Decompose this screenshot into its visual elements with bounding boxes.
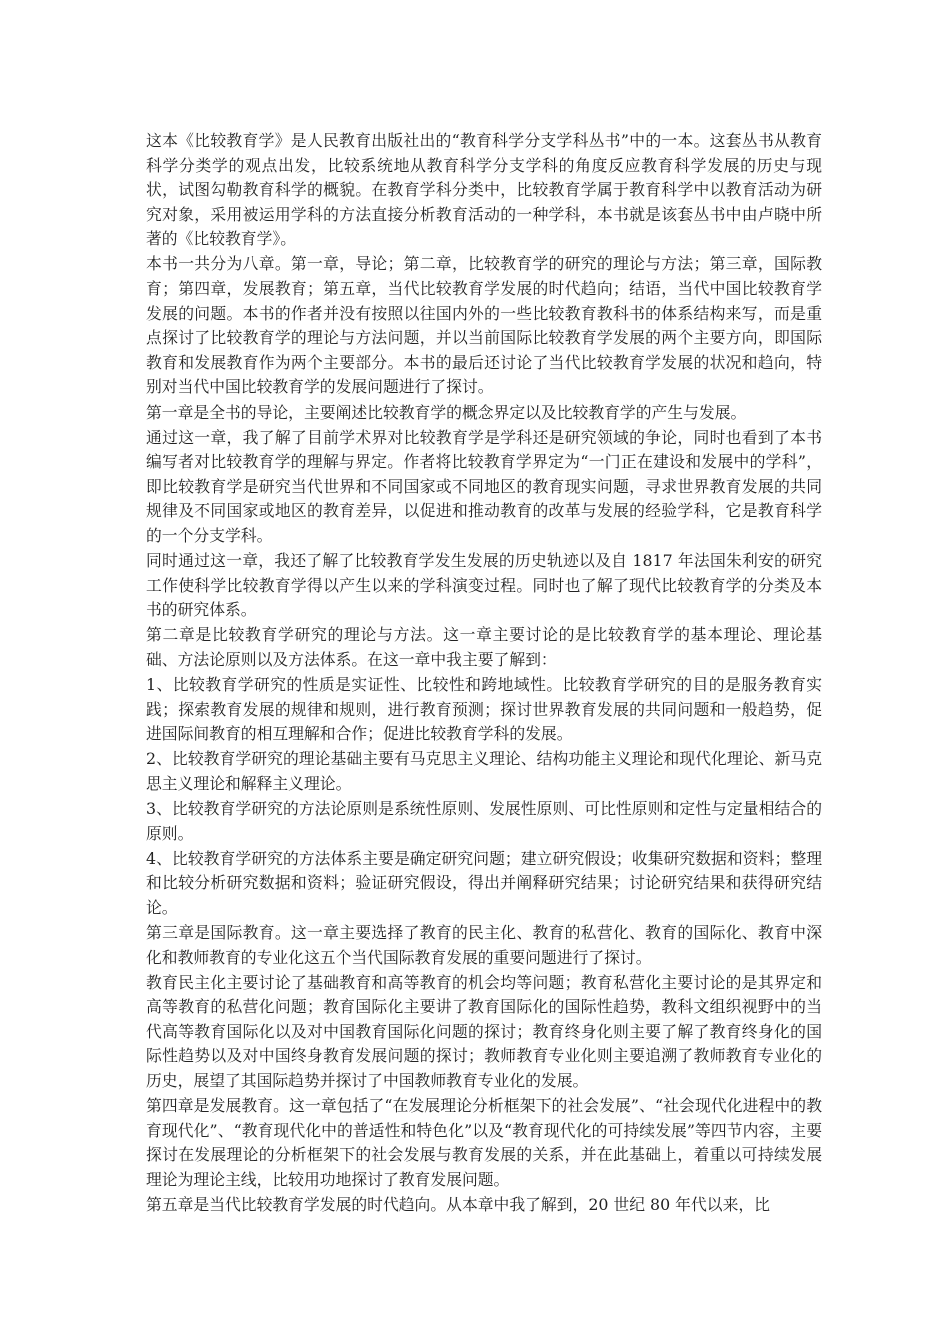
paragraph-chapter2-point4: 4、比较教育学研究的方法体系主要是确定研究问题；建立研究假设；收集研究数据和资料；整理和比较分析研究数据和资料；验证研究假设，得出并阐释研究结果；讨论研究结果和获得研究结论。 bbox=[146, 848, 822, 917]
paragraph-chapter3-summary: 第三章是国际教育。这一章主要选择了教育的民主化、教育的私营化、教育的国际化、教育中深化和教师教育的专业化这五个当代国际教育发展的重要问题进行了探讨。 bbox=[146, 923, 822, 967]
paragraph-chapter2-point3: 3、比较教育学研究的方法论原则是系统性原则、发展性原则、可比性原则和定性与定量相结合的原则。 bbox=[146, 799, 822, 843]
paragraph-chapter2-point1: 1、比较教育学研究的性质是实证性、比较性和跨地域性。比较教育学研究的目的是服务教育实践；探索教育发展的规律和规则，进行教育预测；探讨世界教育发展的共同问题和一般趋势，促进国际间教育的相互理解和合作；促进比较教育学科的发展。 bbox=[146, 675, 822, 744]
paragraph-intro: 这本《比较教育学》是人民教育出版社出的“教育科学分支学科丛书”中的一本。这套丛书从教育科学分类学的观点出发，比较系统地从教育科学分支学科的角度反应教育科学发展的历史与现状，试图勾勒教育科学的概貌。在教育学科分类中，比较教育学属于教育科学中以教育活动为研究对象，采用被运用学科的方法直接分析教育活动的一种学科，本书就是该套丛书中由卢晓中所著的《比较教育学》。 bbox=[146, 131, 822, 249]
paragraph-chapter2-point2: 2、比较教育学研究的理论基础主要有马克思主义理论、结构功能主义理论和现代化理论、新马克思主义理论和解释主义理论。 bbox=[146, 749, 822, 793]
paragraph-chapter1-definition: 通过这一章，我了解了目前学术界对比较教育学是学科还是研究领域的争论，同时也看到了本书编写者对比较教育学的理解与界定。作者将比较教育学界定为“一门正在建设和发展中的学科”，即比较教育学是研究当代世界和不同国家或不同地区的教育现实问题，寻求世界教育发展的共同规律及不同国家或地区的教育差异，以促进和推动教育的改革与发展的经验学科，它是教育科学的一个分支学科。 bbox=[146, 427, 822, 545]
paragraph-chapter5-summary: 第五章是当代比较教育学发展的时代趋向。从本章中我了解到，20 世纪 80 年代以来，比 bbox=[146, 1195, 770, 1215]
paragraph-chapter4-summary: 第四章是发展教育。这一章包括了“在发展理论分析框架下的社会发展”、“社会现代化进程中的教育现代化”、“教育现代化中的普适性和特色化”以及“教育现代化的可持续发展”等四节内容，主要探讨在发展理论的分析框架下的社会发展与教育发展的关系，并在此基础上，着重以可持续发展理论为理论主线，比较用功地探讨了教育发展问题。 bbox=[146, 1096, 822, 1189]
paragraph-chapter3-detail: 教育民主化主要讨论了基础教育和高等教育的机会均等问题；教育私营化主要讨论的是其界定和高等教育的私营化问题；教育国际化主要讲了教育国际化的国际性趋势，教科文组织视野中的当代高等教育国际化以及对中国教育国际化问题的探讨；教育终身化则主要了解了教育终身化的国际性趋势以及对中国终身教育发展问题的探讨；教师教育专业化则主要追溯了教师教育专业化的历史，展望了其国际趋势并探讨了中国教师教育专业化的发展。 bbox=[146, 972, 822, 1091]
paragraph-chapter2-summary: 第二章是比较教育学研究的理论与方法。这一章主要讨论的是比较教育学的基本理论、理论基础、方法论原则以及方法体系。在这一章中我主要了解到： bbox=[146, 625, 822, 669]
paragraph-chapter1-history: 同时通过这一章，我还了解了比较教育学发生发展的历史轨迹以及自 1817 年法国朱利安的研究工作使科学比较教育学得以产生以来的学科演变过程。同时也了解了现代比较教育学的分类及本书的研究体系。 bbox=[146, 551, 822, 620]
document-body bbox=[146, 129, 822, 1218]
paragraph-chapter1-summary: 第一章是全书的导论，主要阐述比较教育学的概念界定以及比较教育学的产生与发展。 bbox=[146, 402, 747, 422]
paragraph-book-structure: 本书一共分为八章。第一章，导论；第二章，比较教育学的研究的理论与方法；第三章，国际教育；第四章，发展教育；第五章，当代比较教育学发展的时代趋向；结语，当代中国比较教育学发展的问题。本书的作者并没有按照以往国内外的一些比较教育教科书的体系结构来写，而是重点探讨了比较教育学的理论与方法问题，并以当前国际比较教育学发展的两个主要方向，即国际教育和发展教育作为两个主要部分。本书的最后还讨论了当代比较教育学发展的状况和趋向，特别对当代中国比较教育学的发展问题进行了探讨。 bbox=[146, 254, 822, 397]
